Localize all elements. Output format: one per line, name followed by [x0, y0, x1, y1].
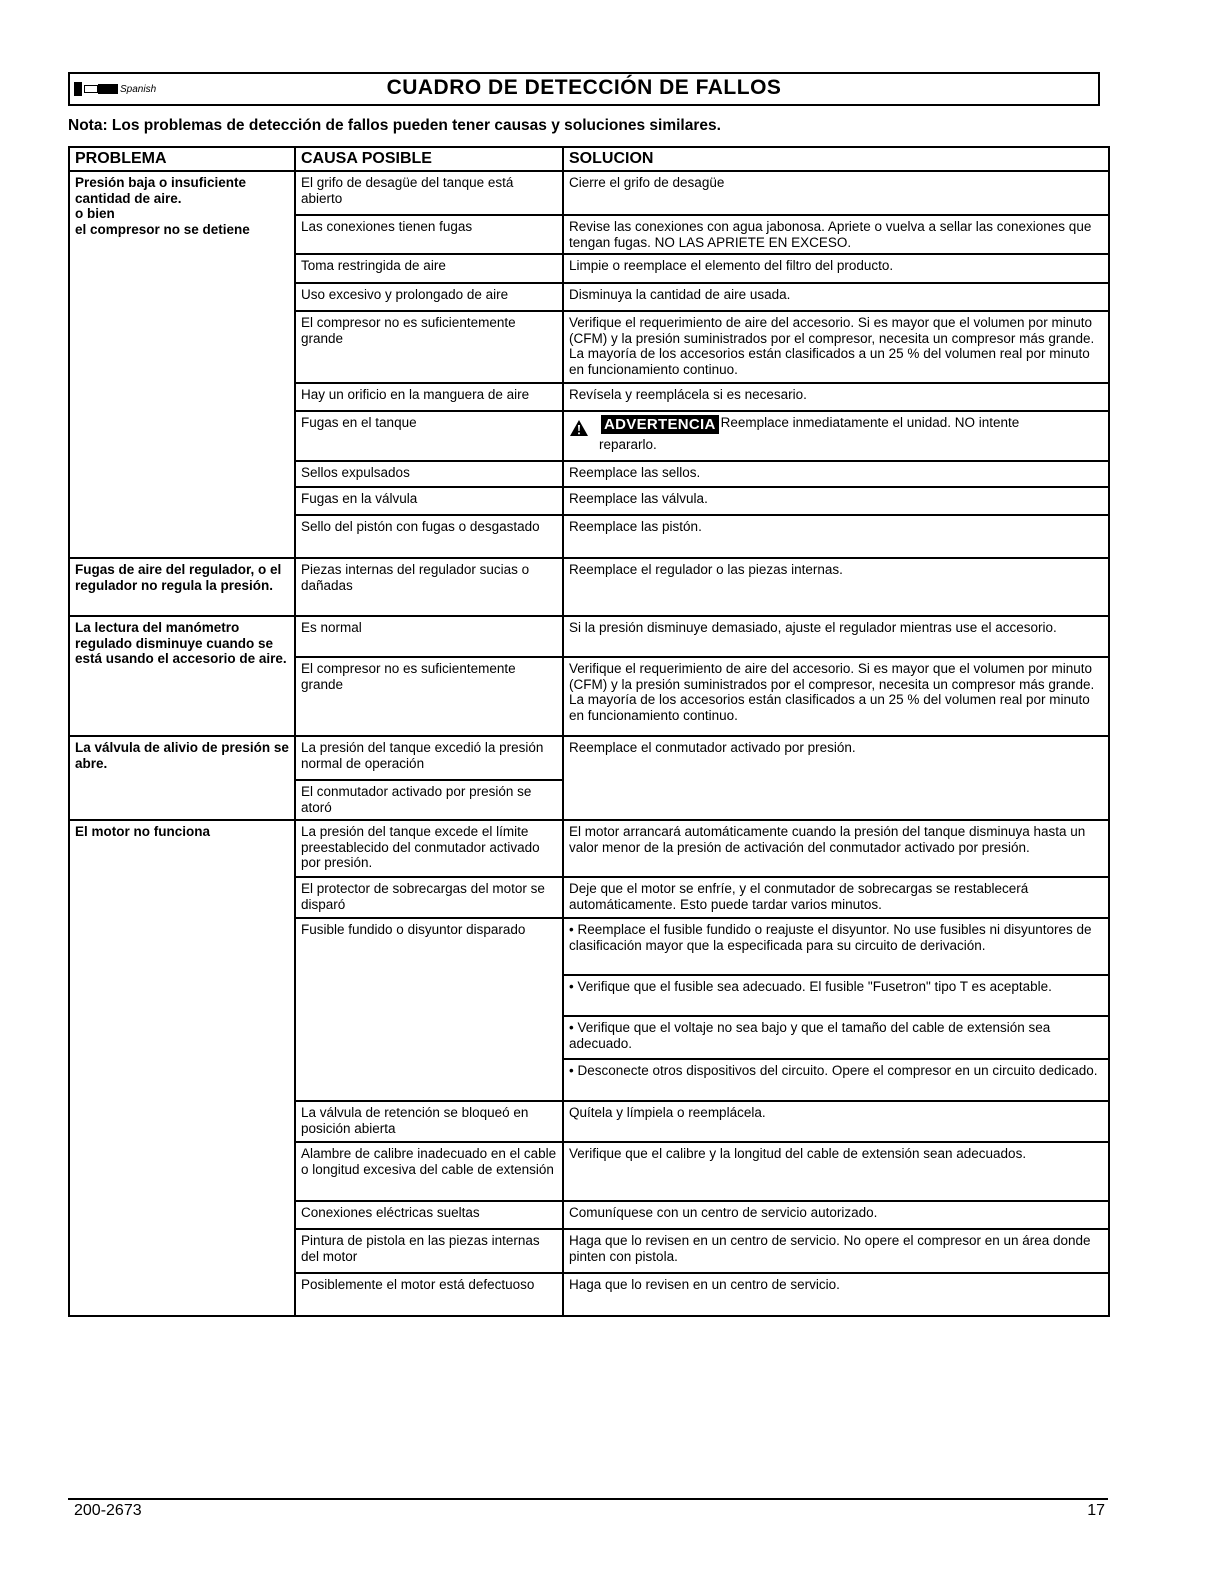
header-cause: CAUSA POSIBLE — [295, 147, 563, 171]
cause-cell: Posiblemente el motor está defectuoso — [295, 1273, 563, 1316]
title-box — [68, 72, 1100, 106]
cause-cell: Es normal — [295, 616, 563, 657]
document-number: 200-2673 — [74, 1502, 142, 1519]
solution-cell: Comuníquese con un centro de servicio autorizado. — [563, 1201, 1109, 1229]
cause-cell: El grifo de desagüe del tanque está abierto — [295, 171, 563, 215]
solution-cell: Deje que el motor se enfríe, y el conmutador de sobrecargas se restablecerá automáticamente. Esto puede tardar varios minutos. — [563, 877, 1109, 918]
note-text: Nota: Los problemas de detección de fallos pueden tener causas y soluciones similares. — [68, 117, 721, 134]
cause-cell: La presión del tanque excedió la presión normal de operación — [295, 736, 563, 780]
header-solution: SOLUCION — [563, 147, 1109, 171]
cause-cell: Fusible fundido o disyuntor disparado — [295, 918, 563, 1101]
warning-solution-cell — [563, 411, 1109, 461]
warning-text-continued: repararlo. — [599, 437, 657, 452]
cause-cell: Fugas en la válvula — [295, 487, 563, 515]
solution-cell: Haga que lo revisen en un centro de servicio. No opere el compresor en un área donde pinten con pistola. — [563, 1229, 1109, 1273]
cause-cell: Alambre de calibre inadecuado en el cable o longitud excesiva del cable de extensión — [295, 1142, 563, 1201]
table-row — [69, 820, 1109, 877]
solution-cell: Verifique que el calibre y la longitud del cable de extensión sean adecuados. — [563, 1142, 1109, 1201]
cause-cell: Piezas internas del regulador sucias o dañadas — [295, 558, 563, 616]
cause-cell: El compresor no es suficientemente grande — [295, 657, 563, 736]
cause-cell: Sello del pistón con fugas o desgastado — [295, 515, 563, 558]
solution-cell: Revise las conexiones con agua jabonosa. Apriete o vuelva a sellar las conexiones que tengan fugas. NO LAS APRIETE EN EXCESO. — [563, 215, 1109, 254]
cause-cell: Hay un orificio en la manguera de aire — [295, 383, 563, 411]
solution-cell: Reemplace el conmutador activado por presión. — [563, 736, 1109, 820]
solution-cell: Haga que lo revisen en un centro de servicio. — [563, 1273, 1109, 1316]
problem-cell: El motor no funciona — [69, 820, 295, 1316]
solution-cell: Verifique el requerimiento de aire del accesorio. Si es mayor que el volumen por minuto (CFM) y la presión suministrados por el compresor, necesita un compresor más grande. La mayoría de los accesorios están clasificados a un 25 % del volumen real por minuto en funcionamiento continuo. — [563, 311, 1109, 383]
cause-cell: Toma restringida de aire — [295, 254, 563, 283]
cause-cell: Fugas en el tanque — [295, 411, 563, 461]
solution-cell: • Reemplace el fusible fundido o reajuste el disyuntor. No use fusibles ni disyuntores de clasificación mayor que la especificada para su circuito de derivación. — [563, 918, 1109, 975]
solution-cell: • Verifique que el fusible sea adecuado. El fusible "Fusetron" tipo T es aceptable. — [563, 975, 1109, 1016]
table-row — [69, 171, 1109, 215]
footer-rule — [68, 1498, 1108, 1500]
solution-cell: Reemplace las pistón. — [563, 515, 1109, 558]
warning-triangle-icon — [569, 419, 589, 437]
solution-cell: • Verifique que el voltaje no sea bajo y que el tamaño del cable de extensión sea adecuado. — [563, 1016, 1109, 1059]
solution-cell: Reemplace el regulador o las piezas internas. — [563, 558, 1109, 616]
solution-cell: • Desconecte otros dispositivos del circuito. Opere el compresor en un circuito dedicado. — [563, 1059, 1109, 1101]
cause-cell: Las conexiones tienen fugas — [295, 215, 563, 254]
header-problem: PROBLEMA — [69, 147, 295, 171]
cause-cell: El compresor no es suficientemente grande — [295, 311, 563, 383]
solution-cell: Quítela y límpiela o reemplácela. — [563, 1101, 1109, 1142]
language-label: Spanish — [120, 83, 157, 95]
solution-cell: Si la presión disminuye demasiado, ajuste el regulador mientras use el accesorio. — [563, 616, 1109, 657]
problem-cell: Presión baja o insuficiente cantidad de aire. o bien el compresor no se detiene — [69, 171, 295, 558]
solution-cell: Reemplace las válvula. — [563, 487, 1109, 515]
table-row — [69, 736, 1109, 780]
table-header-row — [69, 147, 1109, 171]
page-title: CUADRO DE DETECCIÓN DE FALLOS — [386, 76, 782, 99]
table-row — [69, 616, 1109, 657]
page-number: 17 — [1087, 1502, 1105, 1519]
warning-line — [569, 415, 1103, 437]
troubleshooting-table — [68, 146, 1110, 1317]
problem-cell: La lectura del manómetro regulado disminuye cuando se está usando el accesorio de aire. — [69, 616, 295, 736]
warning-text: Reemplace inmediatamente el unidad. NO intente — [720, 415, 1020, 430]
cause-cell: La válvula de retención se bloqueó en posición abierta — [295, 1101, 563, 1142]
cause-cell: El conmutador activado por presión se atoró — [295, 780, 563, 820]
solution-cell: Reemplace las sellos. — [563, 461, 1109, 487]
solution-cell: Revísela y reemplácela si es necesario. — [563, 383, 1109, 411]
problem-cell: La válvula de alivio de presión se abre. — [69, 736, 295, 820]
cause-cell: Uso excesivo y prolongado de aire — [295, 283, 563, 311]
cause-cell: Pintura de pistola en las piezas internas del motor — [295, 1229, 563, 1273]
cause-cell: La presión del tanque excede el límite preestablecido del conmutador activado por presión. — [295, 820, 563, 877]
solution-cell: Disminuya la cantidad de aire usada. — [563, 283, 1109, 311]
warning-badge: ADVERTENCIA — [601, 415, 719, 434]
problem-cell: Fugas de aire del regulador, o el regulador no regula la presión. — [69, 558, 295, 616]
cause-cell: Sellos expulsados — [295, 461, 563, 487]
cause-cell: El protector de sobrecargas del motor se disparó — [295, 877, 563, 918]
solution-cell: El motor arrancará automáticamente cuando la presión del tanque disminuya hasta un valor menor de la presión de activación del conmutador activado por presión. — [563, 820, 1109, 877]
table-row — [69, 558, 1109, 616]
solution-cell: Verifique el requerimiento de aire del accesorio. Si es mayor que el volumen por minuto (CFM) y la presión suministrados por el compresor, necesita un compresor más grande. La mayoría de los accesorios están clasificados a un 25 % del volumen real por minuto en funcionamiento continuo. — [563, 657, 1109, 736]
solution-cell: Limpie o reemplace el elemento del filtro del producto. — [563, 254, 1109, 283]
cause-cell: Conexiones eléctricas sueltas — [295, 1201, 563, 1229]
solution-cell: Cierre el grifo de desagüe — [563, 171, 1109, 215]
